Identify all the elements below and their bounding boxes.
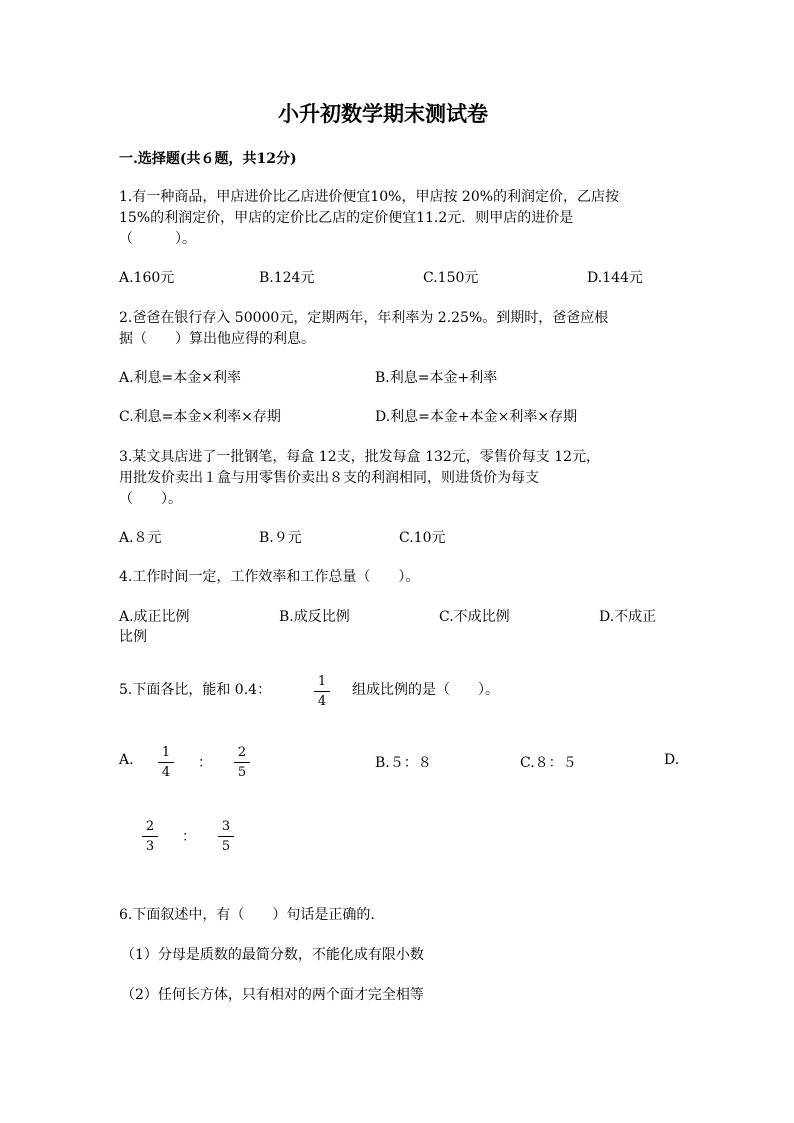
q3-option-b: B.９元 [259,530,302,546]
q5-text-prefix: 5.下面各比，能和 0.4： [119,682,272,698]
q4-option-a: A.成正比例 [119,609,190,625]
fraction-numerator: 1 [317,674,327,689]
q3-option-c: C.10元 [399,530,446,546]
q5-option-d-label: D. [664,752,680,768]
q2-text-line1: 2.爸爸在银行存入 50000元，定期两年，年利率为 2.25%。到期时，爸爸应根 [119,310,609,326]
fraction-bar [142,836,158,837]
q2-option-a: A.利息=本金×利率 [119,370,242,386]
fraction-denominator: 4 [317,694,327,709]
q5-option-a-fraction2 [232,745,252,780]
q1-option-c: C.150元 [423,270,479,286]
q2-option-d: D.利息=本金+本金×利率×存期 [375,409,578,425]
q6-text: 6.下面叙述中，有（ ）句话是正确的. [119,907,375,923]
fraction-numerator: 1 [161,745,171,760]
q3-text-line3: （ ）。 [119,491,182,507]
q2-option-c: C.利息=本金×利率×存期 [119,409,281,425]
fraction-bar [314,691,330,692]
q6-statement-2: （2）任何长方体，只有相对的两个面才完全相等 [121,987,424,1003]
fraction-denominator: 5 [237,765,247,780]
q4-option-b: B.成反比例 [279,609,350,625]
section-heading: 一.选择题(共６题，共12分) [119,151,297,167]
fraction-bar [158,762,174,763]
q1-text-line3: （ ）。 [119,231,196,247]
q2-option-b: B.利息=本金+利率 [375,370,498,386]
q6-statement-1: （1）分母是质数的最简分数，不能化成有限小数 [121,947,424,963]
fraction-denominator: 4 [161,765,171,780]
q1-text-line2: 15%的利润定价，甲店的定价比乙店的定价便宜11.2元．则甲店的进价是 [119,210,574,226]
fraction-bar [218,836,234,837]
fraction-numerator: 3 [221,819,231,834]
q5-option-a-label: A. [119,752,134,768]
q1-text-line1: 1.有一种商品，甲店进价比乙店进价便宜10%，甲店按 20%的利润定价，乙店按 [119,189,620,205]
q5-option-d-fraction1 [140,819,160,854]
q5-fraction-main [312,674,332,709]
q5-option-a-colon: ： [198,755,212,771]
fraction-denominator: 3 [145,839,155,854]
q3-option-a: A.８元 [119,530,162,546]
q1-option-d: D.144元 [587,270,643,286]
q5-text-suffix: 组成比例的是（ ）。 [352,682,499,698]
q5-option-c: C.８：５ [520,755,577,771]
fraction-bar [234,762,250,763]
page-title: 小升初数学期末测试卷 [278,101,488,126]
q1-option-a: A.160元 [119,270,175,286]
q5-option-a-fraction1 [156,745,176,780]
q5-option-d-fraction2 [216,819,236,854]
q3-text-line2: 用批发价卖出１盒与用零售价卖出８支的利润相同，则进货价为每支 [119,470,539,486]
q3-text-line1: 3.某文具店进了一批钢笔，每盒 12支，批发每盒 132元，零售价每支 12元， [119,449,601,465]
q4-option-d: D.不成正 [599,609,657,625]
q2-text-line2: 据（ ）算出他应得的利息。 [119,331,315,347]
q4-text: 4.工作时间一定，工作效率和工作总量（ ）。 [119,569,420,585]
q5-option-d-colon: ： [182,829,196,845]
fraction-numerator: 2 [145,819,155,834]
q1-option-b: B.124元 [259,270,315,286]
q5-option-b: B.５：８ [375,755,432,771]
fraction-denominator: 5 [221,839,231,854]
q4-option-d-wrap: 比例 [119,629,147,645]
fraction-numerator: 2 [237,745,247,760]
q4-option-c: C.不成比例 [439,609,510,625]
